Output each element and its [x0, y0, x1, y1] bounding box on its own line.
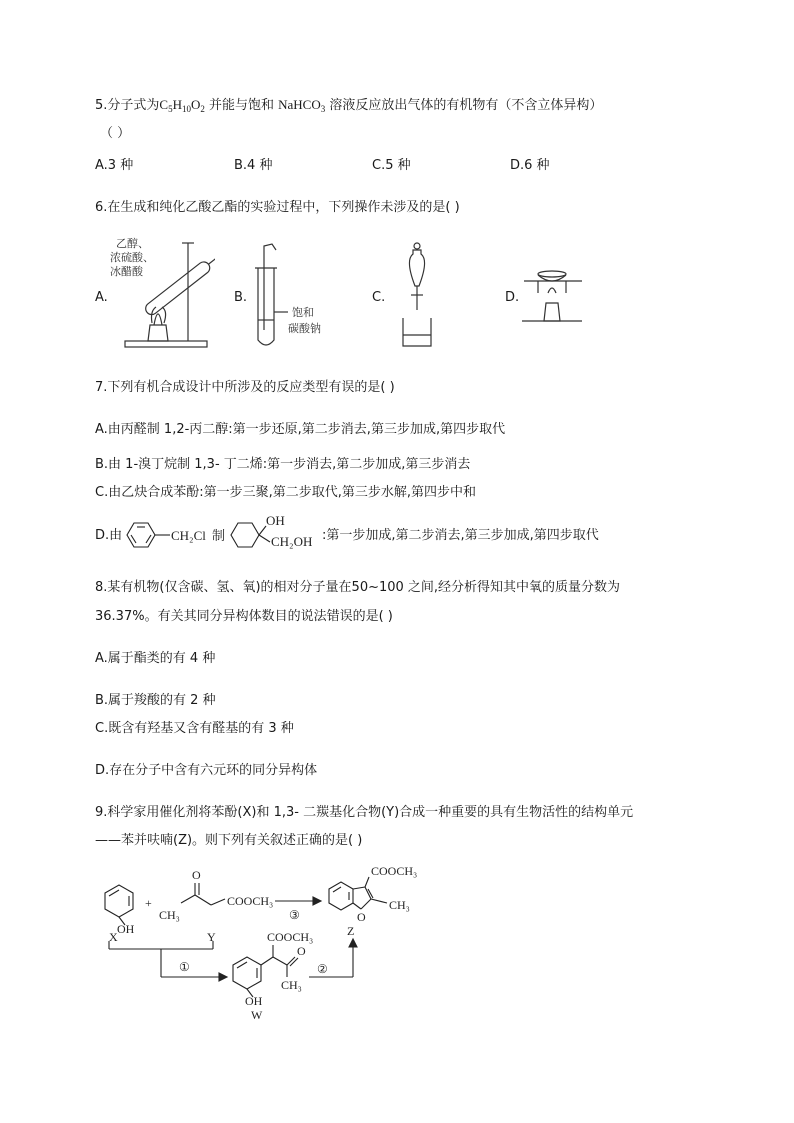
q9-w-oh: OH	[245, 994, 263, 1008]
q5-stem	[95, 96, 602, 118]
q9-y-o: O	[192, 868, 201, 882]
q5-reagent-text: NaHCO	[278, 97, 321, 112]
q5-stem-c: 溶液反应放出气体的有机物有（不含立体异构）	[325, 98, 603, 113]
q7-d-ch2oh: CH₂OH	[271, 534, 313, 549]
q9-label-w: W	[251, 1008, 263, 1022]
q5-formula-c-sub: 5	[168, 104, 173, 114]
q6-label-d: D.	[505, 290, 520, 305]
q9-y-cooch3: COOCH₃	[227, 894, 274, 908]
q9-z-ch3: CH₃	[389, 898, 410, 912]
q9-w-ch3: CH₃	[281, 978, 302, 992]
q7-d-oh: OH	[266, 513, 285, 528]
q5-formula-h-sub: 10	[181, 104, 191, 114]
q5-option-a: A.3 种	[95, 158, 134, 173]
q8-option-b: B.属于羧酸的有 2 种	[95, 693, 216, 708]
q6-fig-b-label-saturated: 饱和	[292, 306, 314, 319]
q6-figure-d-evaporation	[520, 263, 586, 327]
q6-label-c: C.	[372, 290, 386, 305]
q5-answer-paren: （ ）	[100, 126, 131, 141]
q5-formula-c: C	[159, 97, 169, 112]
q7-d-zhi: 制	[212, 529, 226, 544]
q9-stem-line1: 9.科学家用催化剂将苯酚(X)和 1,3- 二羰基化合物(Y)合成一种重要的具有生物活性的结构单元	[95, 805, 634, 820]
q5-formula-h: H	[172, 97, 182, 112]
q8-option-a: A.属于酯类的有 4 种	[95, 651, 216, 666]
q9-stem-line2: ——苯并呋喃(Z)。则下列有关叙述正确的是( )	[95, 833, 363, 848]
q5-option-c: C.5 种	[372, 158, 411, 173]
q7-option-d-structures	[120, 512, 330, 558]
q5-formula-o-sub: 2	[200, 104, 205, 114]
q9-step2: ②	[317, 962, 328, 976]
q9-label-z: Z	[347, 924, 355, 938]
q9-w-cooch3: COOCH₃	[267, 930, 314, 944]
q9-w-o: O	[297, 944, 306, 958]
q7-option-b: B.由 1-溴丁烷制 1,3- 丁二烯:第一步消去,第二步加成,第三步消去	[95, 457, 471, 472]
q5-formula-o: O	[190, 97, 201, 112]
q7-option-a: A.由丙醛制 1,2-丙二醇:第一步还原,第二步消去,第三步加成,第四步取代	[95, 422, 506, 437]
q6-label-b: B.	[234, 290, 248, 305]
q9-reaction-scheme	[95, 865, 455, 1025]
q5-stem-b: 并能与饱和	[204, 98, 279, 113]
q9-step1: ①	[179, 960, 190, 974]
q5-stem-a: 5.分子式为	[95, 98, 160, 113]
q5-reagent	[278, 97, 325, 112]
q9-label-y: Y	[207, 930, 216, 944]
q9-z-cooch3: COOCH₃	[371, 865, 418, 878]
q6-fig-b-label-sodium-carbonate: 碳酸钠	[288, 322, 321, 335]
q6-fig-a-label-sulfuric: 浓硫酸、	[110, 251, 154, 264]
q5-option-d: D.6 种	[510, 158, 550, 173]
q7-d-ch2cl: CH₂Cl	[171, 528, 206, 543]
q8-stem-line2: 36.37%。有关其同分异构体数目的说法错误的是( )	[95, 609, 393, 624]
q6-fig-a-label-acetic: 冰醋酸	[110, 265, 143, 278]
q6-figure-c-separatory-funnel	[395, 240, 445, 352]
q5-reagent-sub: 3	[320, 104, 326, 114]
q6-figure-b-test-tube	[250, 240, 350, 352]
q7-option-d-suffix: :第一步加成,第二步消去,第三步加成,第四步取代	[322, 528, 599, 543]
q6-fig-a-label-ethanol: 乙醇、	[116, 237, 149, 250]
q9-z-o: O	[357, 910, 366, 924]
q9-y-ch3: CH₃	[159, 908, 180, 922]
q7-stem: 7.下列有机合成设计中所涉及的反应类型有误的是( )	[95, 380, 395, 395]
q5-formula	[159, 97, 204, 112]
q9-plus: +	[145, 896, 152, 910]
q7-option-c: C.由乙炔合成苯酚:第一步三聚,第二步取代,第三步水解,第四步中和	[95, 485, 476, 500]
q6-figure-a-heating-apparatus	[110, 233, 215, 353]
q8-option-c: C.既含有羟基又含有醛基的有 3 种	[95, 721, 294, 736]
q8-option-d: D.存在分子中含有六元环的同分异构体	[95, 763, 318, 778]
q7-option-d-prefix: D.由	[95, 528, 123, 543]
q5-option-b: B.4 种	[234, 158, 273, 173]
q6-label-a: A.	[95, 290, 108, 305]
q9-step3: ③	[289, 908, 300, 922]
q8-stem-line1: 8.某有机物(仅含碳、氢、氧)的相对分子量在50~100 之间,经分析得知其中氧的质量分数为	[95, 580, 621, 595]
q6-stem: 6.在生成和纯化乙酸乙酯的实验过程中，下列操作未涉及的是( )	[95, 200, 460, 215]
q9-label-x: X	[109, 930, 118, 944]
q9-x-oh: OH	[117, 922, 135, 936]
